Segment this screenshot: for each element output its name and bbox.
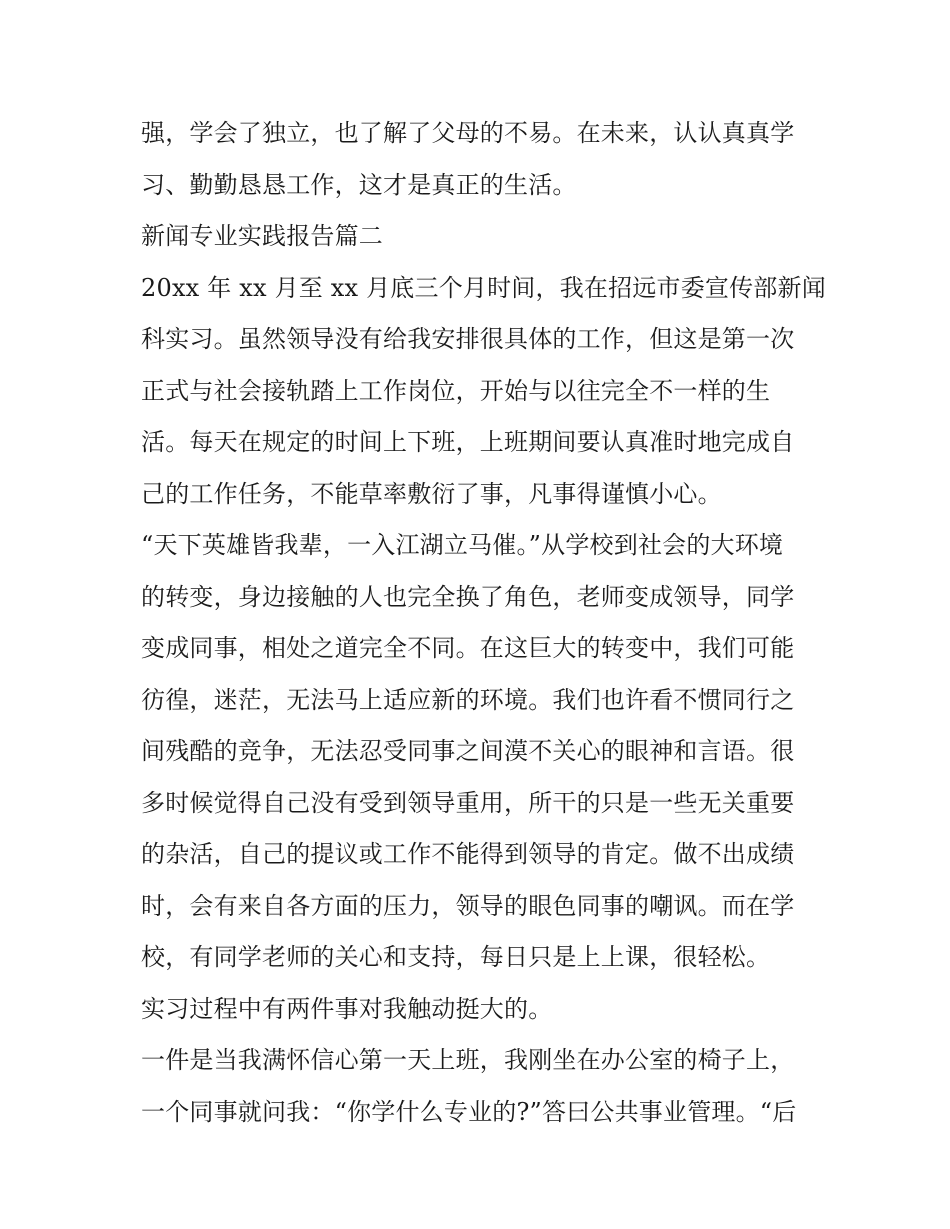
text-line: 科实习。虽然领导没有给我安排很具体的工作，但这是第一次 xyxy=(141,325,795,353)
text-line: 的转变，身边接触的人也完全换了角色，老师变成领导，同学 xyxy=(141,582,795,611)
text-line: 活。每天在规定的时间上下班，上班期间要认真准时地完成自 xyxy=(141,428,795,456)
text-line: 变成同事，相处之道完全不同。在这巨大的转变中，我们可能 xyxy=(141,634,795,662)
text-line: 多时候觉得自己没有受到领导重用，所干的只是一些无关重要 xyxy=(141,788,795,817)
section-heading: 新闻专业实践报告篇二 xyxy=(141,222,383,250)
text-line: 间残酷的竞争，无法忍受同事之间漠不关心的眼神和言语。很 xyxy=(141,737,795,765)
text-line: 彷徨，迷茫，无法马上适应新的环境。我们也许看不惯同行之 xyxy=(141,685,795,714)
text-line: 的杂活，自己的提议或工作不能得到领导的肯定。做不出成绩 xyxy=(141,840,795,868)
text-line: 己的工作任务，不能草率敷衍了事，凡事得谨慎小心。 xyxy=(141,479,722,508)
body-text xyxy=(141,108,826,1138)
text-line: 20xx 年 xx 月至 xx 月底三个月时间，我在招远市委宣传部新闻 xyxy=(141,273,826,302)
text-line: 实习过程中有两件事对我触动挺大的。 xyxy=(141,994,553,1023)
text-line: 时，会有来自各方面的压力，领导的眼色同事的嘲讽。而在学 xyxy=(141,891,795,920)
text-line: 一个同事就问我：“你学什么专业的?”答曰公共事业管理。“后 xyxy=(141,1097,797,1126)
text-line: 习、勤勤恳恳工作，这才是真正的生活。 xyxy=(141,170,577,199)
text-line: 正式与社会接轨踏上工作岗位，开始与以往完全不一样的生 xyxy=(141,376,771,405)
text-line: 强，学会了独立，也了解了父母的不易。在未来，认认真真学 xyxy=(141,119,795,147)
text-line: 一件是当我满怀信心第一天上班，我刚坐在办公室的椅子上， xyxy=(141,1046,795,1074)
text-line: 校，有同学老师的关心和支持，每日只是上上课，很轻松。 xyxy=(141,943,771,971)
text-line: “天下英雄皆我辈，一入江湖立马催。”从学校到社会的大环境 xyxy=(141,531,784,559)
